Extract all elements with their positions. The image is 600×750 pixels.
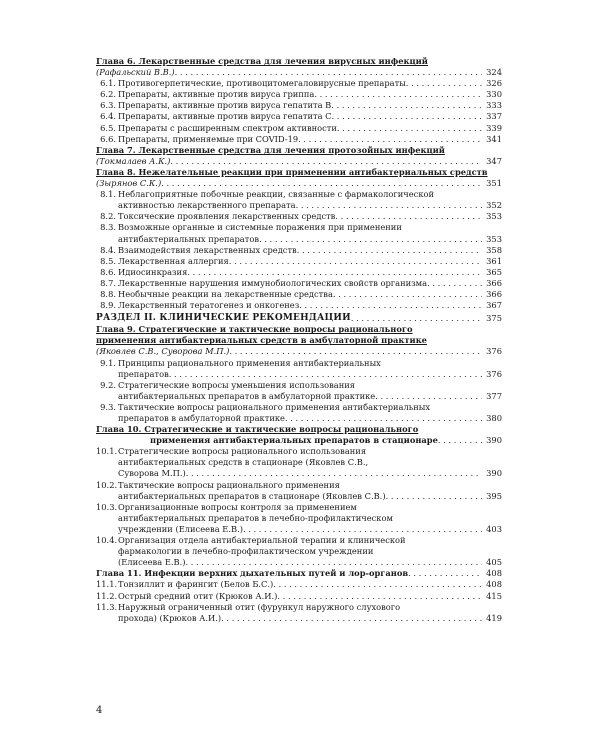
section-title-line[interactable]: [118, 613, 502, 624]
section-number: 8.7.: [100, 277, 116, 288]
section-title-text: Организация отдела антибактериальной терапии и клинической: [118, 535, 406, 546]
section-title-line[interactable]: [96, 579, 502, 590]
section-number: 10.2.: [96, 479, 118, 490]
toc-line-text: антибактериальных препаратов в стационаре (Яковлев С.В.): [118, 490, 386, 501]
section-title-line[interactable]: [96, 501, 502, 513]
dot-leader: [296, 200, 482, 211]
toc-entry: [100, 379, 502, 402]
toc-entry: [96, 313, 502, 324]
toc-entry: [100, 133, 502, 145]
toc-page-number: 333: [486, 100, 502, 111]
toc-page-number: 353: [486, 233, 502, 244]
toc-line: [100, 255, 482, 267]
section-number: 6.4.: [100, 111, 116, 122]
toc-line-text: (Токмалаев А.К.): [96, 155, 171, 166]
toc-line-text: Препараты, активные против вируса гриппа: [118, 89, 315, 100]
toc-entry: [100, 255, 502, 267]
dot-leader: [438, 435, 482, 446]
section-title-text: Неблагоприятные побочные реакции, связанные с фармакологической: [118, 189, 435, 200]
toc-line: [96, 435, 482, 446]
chapter-title-text: Глава 8. Нежелательные реакции при применении антибактериальных средств: [96, 166, 488, 177]
toc-page-number: 408: [486, 579, 502, 590]
chapter-title-text: применения антибактериальных средств в амбулаторной практике: [96, 335, 427, 346]
section-number: 8.4.: [100, 244, 116, 255]
section-number: 11.2.: [96, 590, 118, 601]
toc-entry: [100, 244, 502, 256]
chapter-title-text: Глава 10. Стратегические и тактические вопросы рационального: [96, 424, 419, 435]
toc-page-number: 390: [486, 435, 502, 446]
toc-page-number: 380: [486, 413, 502, 423]
toc-line: [100, 133, 482, 145]
toc-line-text: Препараты, активные против вируса гепатита В: [118, 100, 332, 111]
table-of-contents: [96, 56, 502, 624]
dot-leader: [332, 111, 482, 122]
toc-page-number: 375: [486, 313, 502, 324]
section-title-line[interactable]: [118, 413, 502, 424]
toc-page-number: 367: [486, 300, 502, 311]
toc-line-text: (Елисеева Е.В.): [118, 557, 186, 568]
section-title-text: фармакологии в лечебно-профилактическом учреждении: [118, 546, 374, 557]
dot-leader: [175, 67, 482, 78]
toc-line-text: Взаимодействия лекарственных средств: [118, 244, 297, 255]
section-title-line[interactable]: [118, 200, 502, 211]
toc-page-number: 326: [486, 78, 502, 89]
section-number: 8.9.: [100, 300, 116, 311]
section-title-line[interactable]: [100, 222, 502, 233]
toc-entry: [100, 122, 502, 134]
section-title-text: Стратегические вопросы рационального использования: [118, 446, 367, 457]
toc-entry: [96, 324, 502, 357]
section-title-line[interactable]: [118, 391, 502, 402]
toc-line: [100, 266, 482, 278]
section-number: 11.3.: [96, 601, 118, 612]
toc-line: [100, 211, 482, 222]
toc-page-number: 365: [486, 266, 502, 277]
toc-page-number: 341: [486, 133, 502, 144]
dot-leader: [406, 78, 482, 89]
section-title-text: Организационные вопросы контроля за применением: [118, 501, 357, 512]
toc-entry: [96, 601, 502, 624]
section-title-line[interactable]: [118, 234, 502, 245]
dot-leader: [285, 413, 482, 424]
toc-entry: [96, 590, 502, 602]
toc-line-text: (Яковлев С.В., Суворова М.П.): [96, 346, 230, 357]
section-number: 10.4.: [96, 535, 118, 546]
toc-page-number: 353: [486, 211, 502, 222]
toc-entry: [100, 288, 502, 300]
toc-entry: [100, 222, 502, 244]
toc-line: [100, 111, 482, 122]
section-number: 6.5.: [100, 122, 116, 133]
section-title-line[interactable]: [100, 244, 502, 256]
toc-page-number: 347: [486, 155, 502, 166]
section-title-line[interactable]: [118, 369, 502, 380]
chapter-authors-line[interactable]: [96, 67, 502, 78]
toc-line-text: Лекарственный тератогенез и онкогенез: [118, 300, 300, 311]
chapter-authors-line[interactable]: [96, 346, 502, 357]
dot-leader: [186, 468, 482, 479]
toc-entry: [96, 145, 502, 167]
toc-line: [118, 557, 482, 568]
toc-line-text: Лекарственные нарушения иммунобиологических свойств организма: [118, 277, 428, 288]
toc-line: [96, 313, 482, 324]
section-title-text: Тактические вопросы рационального применения: [118, 479, 340, 490]
toc-page-number: 366: [486, 277, 502, 288]
section-title-line[interactable]: [118, 491, 502, 502]
section-title-line[interactable]: [100, 300, 502, 311]
toc-line-text: Лекарственная аллергия: [118, 255, 229, 266]
toc-line: [96, 568, 482, 579]
section-title-line[interactable]: [96, 446, 502, 457]
toc-line-text: (Зырянов С.К.): [96, 178, 162, 189]
toc-page-number: 390: [486, 468, 502, 479]
chapter-title[interactable]: [96, 424, 502, 435]
toc-line: [118, 200, 482, 211]
toc-line: [96, 346, 482, 357]
toc-entry: [96, 167, 502, 189]
toc-line: [118, 491, 482, 502]
toc-entry: [100, 89, 502, 100]
toc-line-text: учреждении (Елисеева Е.В.): [118, 523, 243, 534]
section-title-line[interactable]: [100, 100, 502, 111]
section-title-line[interactable]: [100, 189, 502, 200]
dot-leader: [333, 289, 482, 300]
toc-line-text: применения антибактериальных препаратов в стационаре: [150, 435, 438, 446]
toc-entry: [96, 56, 502, 78]
toc-line-text: антибактериальных препаратов: [118, 233, 259, 244]
dot-leader: [273, 579, 482, 590]
section-title-line[interactable]: [100, 288, 502, 300]
dot-leader: [161, 178, 482, 189]
section-title-text: Стратегические вопросы уменьшения использования: [118, 379, 356, 390]
section-number: 8.5.: [100, 255, 116, 266]
dot-leader: [297, 245, 482, 256]
toc-line-text: Препараты, активные против вируса гепатита С: [118, 111, 332, 122]
toc-line-text: Глава 11. Инфекции верхних дыхательных путей и лор-органов: [96, 568, 409, 579]
section-number: 6.2.: [100, 89, 116, 100]
section-number: 9.1.: [100, 357, 116, 368]
section-title-line[interactable]: [118, 457, 502, 468]
toc-entry: [100, 266, 502, 278]
toc-line-text: Острый средний отит (Крюков А.И.): [118, 590, 278, 601]
toc-line-text: активностью лекарственного препарата: [118, 200, 296, 211]
toc-line-text: (Рафальский В.В.): [96, 67, 175, 78]
section-title-line[interactable]: [100, 89, 502, 100]
toc-line: [96, 67, 482, 78]
toc-line: [96, 156, 482, 167]
section-number: 9.3.: [100, 401, 116, 412]
section-title-line[interactable]: [96, 590, 502, 602]
toc-entry: [100, 401, 502, 424]
dot-leader: [277, 591, 482, 602]
section-title-text: антибактериальных препаратов в лечебно-профилактическом: [118, 512, 393, 523]
dot-leader: [335, 211, 482, 222]
toc-page-number: 376: [486, 368, 502, 379]
dot-leader: [169, 369, 482, 380]
toc-entry: [96, 446, 502, 479]
chapter-title[interactable]: [96, 335, 502, 346]
toc-line: [118, 369, 482, 380]
section-title-line[interactable]: [100, 379, 502, 391]
section-title-text: Наружный ограниченный отит (фурункул наружного слухового: [118, 601, 401, 612]
section-number: 6.3.: [100, 100, 116, 111]
dot-leader: [221, 613, 482, 624]
chapter-title[interactable]: [96, 167, 502, 178]
section-title-line[interactable]: [96, 479, 502, 491]
toc-entry: [96, 424, 502, 446]
chapter-title-line[interactable]: [96, 568, 502, 579]
section-title-line[interactable]: [100, 122, 502, 134]
chapter-title[interactable]: [96, 56, 502, 67]
section-title-line[interactable]: [96, 535, 502, 546]
dot-leader: [185, 557, 482, 568]
toc-line: [100, 300, 482, 311]
toc-page-number: 339: [486, 122, 502, 133]
toc-line: [118, 468, 482, 479]
toc-entry: [100, 211, 502, 222]
toc-line: [100, 244, 482, 256]
toc-page-number: 403: [486, 523, 502, 534]
toc-line-text: Суворова М.П.): [118, 468, 186, 479]
toc-entry: [96, 501, 502, 535]
section-number: 8.2.: [100, 211, 116, 222]
dot-leader: [229, 256, 482, 267]
section-title-line[interactable]: [100, 401, 502, 413]
toc-line: [118, 391, 482, 402]
section-number: 8.1.: [100, 189, 116, 200]
section-number: 6.1.: [100, 78, 116, 89]
toc-entry: [100, 277, 502, 289]
toc-line-text: РАЗДЕЛ II. КЛИНИЧЕСКИЕ РЕКОМЕНДАЦИИ: [96, 313, 351, 324]
toc-line: [96, 590, 482, 602]
toc-line-text: Препараты, применяемые при COVID-19: [118, 133, 299, 144]
toc-line: [100, 288, 482, 300]
section-number: 9.2.: [100, 379, 116, 390]
toc-line: [100, 100, 482, 111]
toc-entry: [100, 300, 502, 311]
section-title-text: антибактериальных средств в стационаре (Яковлев С.В.,: [118, 457, 369, 468]
section-title-line[interactable]: [100, 78, 502, 89]
section-title-text: Возможные органные и системные поражения при применении: [118, 222, 402, 233]
section-title-line[interactable]: [100, 266, 502, 278]
toc-line: [118, 413, 482, 424]
chapter-title-text: Глава 6. Лекарственные средства для лечения вирусных инфекций: [96, 56, 428, 66]
toc-page-number: 337: [486, 111, 502, 122]
dot-leader: [298, 134, 482, 145]
section-number: 8.3.: [100, 222, 116, 233]
toc-line-text: Тонзиллит и фарингит (Белов Б.С.): [118, 579, 274, 590]
section-title-line[interactable]: [100, 111, 502, 122]
section-title-line[interactable]: [100, 357, 502, 369]
toc-page-number: 419: [486, 612, 502, 623]
section-title-line[interactable]: [100, 255, 502, 267]
toc-page-number: 376: [486, 346, 502, 357]
chapter-title-line[interactable]: [96, 435, 502, 446]
section-title-text: Принципы рационального применения антибактериальных: [118, 357, 381, 368]
section-title-line[interactable]: [96, 601, 502, 613]
toc-line-text: прохода) (Крюков А.И.): [118, 612, 222, 623]
section-number: 6.6.: [100, 133, 116, 144]
dot-leader: [375, 391, 482, 402]
section-title-text: Тактические вопросы рационального применения антибактериальных: [118, 401, 431, 412]
toc-page-number: 405: [486, 557, 502, 568]
section-number: 8.8.: [100, 288, 116, 299]
chapter-title-text: Глава 9. Стратегические и тактические вопросы рационального: [96, 324, 413, 335]
dot-leader: [427, 278, 482, 289]
toc-entry: [96, 535, 502, 568]
toc-page-number: 352: [486, 200, 502, 211]
section-title-line[interactable]: [118, 546, 502, 557]
toc-line: [100, 78, 482, 89]
toc-page-number: 415: [486, 590, 502, 601]
section-number: 8.6.: [100, 266, 116, 277]
toc-line-text: Необычные реакции на лекарственные средства: [118, 288, 333, 299]
toc-entry: [96, 568, 502, 579]
section-title-line[interactable]: [100, 211, 502, 222]
toc-line-text: препаратов: [118, 368, 169, 379]
toc-line: [100, 122, 482, 134]
section-number: 10.1.: [96, 446, 118, 457]
toc-page-number: 395: [486, 490, 502, 501]
dot-leader: [170, 156, 482, 167]
chapter-title[interactable]: [96, 145, 502, 156]
toc-line: [118, 613, 482, 624]
dot-leader: [243, 524, 482, 535]
toc-line: [118, 524, 482, 535]
toc-page-number: 377: [486, 390, 502, 401]
part-title[interactable]: [96, 313, 502, 324]
section-number: 10.3.: [96, 501, 118, 512]
section-title-line[interactable]: [100, 133, 502, 145]
toc-line-text: препаратов в амбулаторной практике: [118, 413, 285, 423]
dot-leader: [314, 89, 482, 100]
dot-leader: [259, 234, 482, 245]
toc-line: [100, 277, 482, 289]
toc-entry: [100, 357, 502, 380]
toc-line-text: Препараты с расширенным спектром активности: [118, 122, 337, 133]
chapter-authors-line[interactable]: [96, 178, 502, 189]
toc-line: [100, 89, 482, 100]
dot-leader: [187, 267, 482, 278]
toc-line: [118, 234, 482, 245]
dot-leader: [229, 346, 482, 357]
toc-line-text: антибактериальных препаратов в амбулаторной практике: [118, 390, 376, 401]
chapter-title[interactable]: [96, 324, 502, 335]
dot-leader: [351, 313, 482, 324]
toc-entry: [100, 78, 502, 89]
toc-page-number: 351: [486, 178, 502, 189]
dot-leader: [337, 123, 482, 134]
section-title-line[interactable]: [118, 468, 502, 479]
toc-entry: [100, 100, 502, 111]
chapter-title-text: Глава 7. Лекарственные средства для лечения протозойных инфекций: [96, 144, 445, 155]
toc-page-number: 330: [486, 89, 502, 100]
dot-leader: [408, 568, 482, 579]
toc-line-text: Идиосинкразия: [118, 266, 188, 277]
toc-page-number: 408: [486, 568, 502, 579]
toc-entry: [100, 111, 502, 122]
page-number: 4: [96, 705, 103, 716]
toc-line: [96, 579, 482, 590]
toc-page-number: 358: [486, 244, 502, 255]
section-number: 11.1.: [96, 579, 118, 590]
section-title-line[interactable]: [100, 277, 502, 289]
toc-page-number: 361: [486, 255, 502, 266]
toc-entry: [100, 189, 502, 211]
toc-page-number: 324: [486, 67, 502, 78]
dot-leader: [299, 300, 482, 311]
section-title-line[interactable]: [118, 557, 502, 568]
toc-line-text: Токсические проявления лекарственных средств: [118, 211, 336, 222]
dot-leader: [331, 100, 482, 111]
toc-line-text: Противогерпетические, противоцитомегаловирусные препараты: [118, 78, 406, 89]
chapter-authors-line[interactable]: [96, 156, 502, 167]
toc-page-number: 366: [486, 288, 502, 299]
toc-entry: [96, 479, 502, 502]
dot-leader: [386, 491, 482, 502]
toc-line: [96, 178, 482, 189]
section-title-line[interactable]: [118, 524, 502, 535]
section-title-line[interactable]: [118, 513, 502, 524]
toc-entry: [96, 579, 502, 590]
